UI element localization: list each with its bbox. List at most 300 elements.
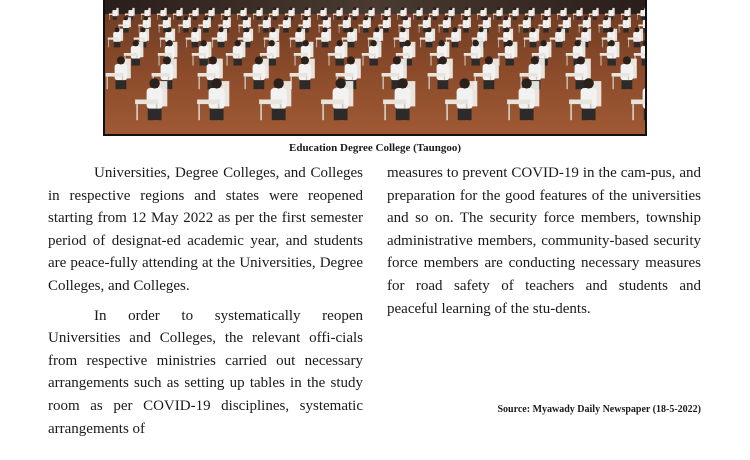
student-head (504, 16, 508, 20)
student (539, 46, 549, 59)
student (416, 10, 421, 16)
desk-leg (465, 56, 466, 66)
student-legs (417, 16, 421, 20)
student-head (453, 27, 458, 32)
student-head (141, 27, 146, 32)
student (603, 20, 609, 28)
desk-leg (107, 77, 108, 90)
desk (464, 53, 478, 56)
student (496, 10, 501, 16)
desk-leg (295, 56, 296, 66)
student-legs (343, 28, 348, 32)
student-head (129, 7, 132, 10)
desk (186, 38, 197, 40)
desk (336, 73, 354, 77)
desk (138, 25, 147, 27)
desk (634, 53, 645, 56)
desk-leg (160, 40, 161, 48)
desk (157, 14, 164, 15)
student (640, 10, 645, 16)
student-head (583, 78, 593, 88)
student (623, 20, 629, 28)
desk-leg (368, 40, 369, 48)
student-head (561, 7, 564, 10)
student-head (444, 16, 448, 20)
student (224, 10, 229, 16)
desk-leg (420, 40, 421, 48)
student-legs (200, 59, 208, 66)
desk (446, 38, 457, 40)
desk (328, 53, 342, 56)
student-head (545, 7, 548, 10)
student-legs (463, 28, 468, 32)
student (505, 46, 515, 59)
student (443, 20, 449, 28)
desk-leg (199, 77, 200, 90)
student-legs (370, 59, 378, 66)
student (233, 46, 243, 59)
desk (638, 25, 645, 27)
desk-leg (109, 15, 110, 20)
desk (317, 14, 324, 15)
desk (259, 100, 282, 105)
student (123, 20, 129, 28)
desk (285, 14, 292, 15)
desk (118, 25, 127, 27)
student-legs (116, 80, 127, 89)
student-head (384, 16, 388, 20)
desk (631, 100, 645, 105)
desk (428, 73, 446, 77)
student (143, 20, 149, 28)
student-head (513, 7, 516, 10)
desk-leg (499, 26, 500, 32)
desk (498, 38, 509, 40)
student (643, 88, 645, 109)
desk (618, 25, 627, 27)
student (575, 64, 588, 80)
student-head (369, 7, 372, 10)
student-head (164, 16, 168, 20)
student (191, 32, 199, 42)
desk (628, 38, 639, 40)
student-head (465, 7, 468, 10)
student-legs (577, 16, 581, 20)
desk-leg (519, 26, 520, 32)
student-legs (443, 28, 448, 32)
student (457, 88, 473, 109)
student-head (624, 16, 628, 20)
desk (612, 73, 630, 77)
student (391, 64, 404, 80)
desk-leg (301, 15, 302, 20)
student-legs (433, 16, 437, 20)
desk-leg (363, 56, 364, 66)
student (240, 10, 245, 16)
desk (573, 14, 580, 15)
student (131, 46, 141, 59)
student (503, 20, 509, 28)
student-head (149, 78, 159, 88)
desk (538, 25, 547, 27)
student (480, 10, 485, 16)
desk-leg (322, 104, 324, 120)
desk-leg (461, 15, 462, 20)
student (483, 64, 496, 80)
source-attribution: Source: Myawady Daily Newspaper (18-5-2022) (497, 404, 701, 415)
desk-leg (567, 77, 568, 90)
student-head (133, 40, 139, 46)
desk-leg (413, 15, 414, 20)
desk (290, 73, 308, 77)
desk (578, 25, 587, 27)
desk (498, 25, 507, 27)
student-legs (348, 42, 355, 48)
student-head (184, 16, 188, 20)
desk-leg (260, 104, 262, 120)
student-head (211, 78, 221, 88)
student-head (219, 27, 224, 32)
desk (383, 100, 406, 105)
article-column-right (387, 162, 701, 320)
student (183, 20, 189, 28)
student (471, 46, 481, 59)
desk-leg (221, 15, 222, 20)
student-legs (556, 42, 563, 48)
student-head (305, 7, 308, 10)
student (403, 20, 409, 28)
classroom-illustration (105, 0, 645, 136)
student (529, 64, 542, 80)
desk (524, 38, 535, 40)
student-head (404, 16, 408, 20)
student (352, 10, 357, 16)
desk (600, 53, 614, 56)
student (336, 10, 341, 16)
student-head (575, 40, 581, 46)
desk (318, 25, 327, 27)
student-head (439, 40, 445, 46)
student-legs (353, 16, 357, 20)
student-legs (193, 16, 197, 20)
student-head (623, 56, 631, 64)
student-head (117, 56, 125, 64)
desk (621, 14, 628, 15)
student-head (177, 7, 180, 10)
desk (550, 38, 561, 40)
desk-leg (108, 40, 109, 48)
student (333, 88, 349, 109)
student (323, 20, 329, 28)
classroom-photo (103, 0, 647, 136)
student (403, 46, 413, 59)
desk (430, 53, 444, 56)
desk-leg (227, 56, 228, 66)
student (203, 20, 209, 28)
student-head (245, 27, 250, 32)
desk-leg (567, 56, 568, 66)
student (147, 88, 163, 109)
student-head (401, 7, 404, 10)
paragraph-security-measures: measures to prevent COVID-19 in the cam-pus, and preparation for the good features of the universities and so on. The security force members, township administrative members, community-based security force members are conducting necessary measures for road safety of teachers and students and peaceful learning of the stu-dents. (387, 165, 701, 317)
desk (397, 14, 404, 15)
desk (106, 73, 124, 77)
student (608, 10, 613, 16)
student-head (577, 56, 585, 64)
desk-leg (245, 77, 246, 90)
student (321, 32, 329, 42)
desk-leg (397, 15, 398, 20)
desk (520, 73, 538, 77)
student-legs (523, 28, 528, 32)
student-head (193, 7, 196, 10)
student-head (201, 40, 207, 46)
desk-leg (359, 26, 360, 32)
student-legs (582, 109, 596, 121)
desk (238, 38, 249, 40)
student-head (385, 7, 388, 10)
student (477, 32, 485, 42)
desk-leg (329, 56, 330, 66)
desk (368, 38, 379, 40)
desk-leg (319, 26, 320, 32)
desk-leg (139, 26, 140, 32)
student-legs (603, 28, 608, 32)
desk (474, 73, 492, 77)
student (217, 32, 225, 42)
desk (253, 14, 260, 15)
student (207, 64, 220, 80)
desk-leg (399, 26, 400, 32)
student (163, 20, 169, 28)
desk (160, 38, 171, 40)
desk (382, 73, 400, 77)
desk (525, 14, 532, 15)
student-legs (634, 42, 641, 48)
student-head (531, 27, 536, 32)
desk-leg (317, 15, 318, 20)
student (295, 32, 303, 42)
desk (221, 14, 228, 15)
student-head (167, 27, 172, 32)
student-head (224, 16, 228, 20)
desk (189, 14, 196, 15)
desk (238, 25, 247, 27)
student (432, 10, 437, 16)
desk-leg (264, 40, 265, 48)
desk-leg (239, 26, 240, 32)
student (345, 64, 358, 80)
desk (598, 25, 607, 27)
student-head (145, 7, 148, 10)
student (115, 64, 128, 80)
desk-leg (613, 77, 614, 90)
student-legs (520, 109, 534, 121)
student-head (401, 27, 406, 32)
desk (237, 14, 244, 15)
student-head (115, 27, 120, 32)
desk (258, 25, 267, 27)
student-legs (644, 109, 645, 121)
desk (278, 25, 287, 27)
student (448, 10, 453, 16)
desk (532, 53, 546, 56)
student-legs (426, 42, 433, 48)
student (272, 10, 277, 16)
student-legs (472, 59, 480, 66)
student-legs (336, 59, 344, 66)
desk-leg (579, 26, 580, 32)
desk (338, 25, 347, 27)
desk (557, 14, 564, 15)
student-head (124, 16, 128, 20)
student-head (641, 7, 644, 10)
student-head (347, 56, 355, 64)
student-legs (530, 42, 537, 48)
desk-leg (339, 26, 340, 32)
desk (461, 14, 468, 15)
desk (173, 14, 180, 15)
desk (290, 38, 301, 40)
student-legs (210, 109, 224, 121)
student-head (364, 16, 368, 20)
student (581, 32, 589, 42)
desk-leg (383, 77, 384, 90)
desk-leg (157, 15, 158, 20)
student-head (544, 16, 548, 20)
student-head (264, 16, 268, 20)
desk (478, 25, 487, 27)
desk-leg (198, 104, 200, 120)
student-head (439, 56, 447, 64)
student (176, 10, 181, 16)
desk (576, 38, 587, 40)
desk (124, 53, 138, 56)
desk (365, 14, 372, 15)
student-head (209, 7, 212, 10)
student (437, 64, 450, 80)
desk-leg (333, 15, 334, 20)
student (113, 32, 121, 42)
desk (294, 53, 308, 56)
student-legs (396, 109, 410, 121)
student-head (321, 7, 324, 10)
student (512, 10, 517, 16)
student-head (193, 27, 198, 32)
student-legs (334, 109, 348, 121)
desk-leg (419, 26, 420, 32)
student (423, 20, 429, 28)
desk-leg (557, 15, 558, 20)
desk (198, 73, 216, 77)
desk (260, 53, 274, 56)
student (528, 10, 533, 16)
student-head (337, 7, 340, 10)
desk-leg (628, 40, 629, 48)
student (395, 88, 411, 109)
student (209, 88, 225, 109)
student-head (161, 7, 164, 10)
student (243, 20, 249, 28)
student-legs (132, 59, 140, 66)
desk-leg (477, 15, 478, 20)
paragraph-reopening: Universities, Degree Colleges, and Colleges in respective regions and states were reopened starting from 12 May 2022 as per the first semester period of designat-ed academic year, and students are peace-fully attending at the Universities, Degree Colleges, and Colleges. (48, 165, 363, 294)
student (369, 46, 379, 59)
student (271, 88, 287, 109)
desk (398, 25, 407, 27)
desk-leg (193, 56, 194, 66)
desk (152, 73, 170, 77)
student-legs (192, 42, 199, 48)
student (303, 20, 309, 28)
desk (445, 14, 452, 15)
student (304, 10, 309, 16)
desk (396, 53, 410, 56)
student-head (271, 27, 276, 32)
student-head (449, 7, 452, 10)
student (161, 64, 174, 80)
desk (134, 38, 145, 40)
student-head (335, 78, 345, 88)
student (384, 10, 389, 16)
student-head (273, 7, 276, 10)
student-legs (543, 28, 548, 32)
desk (264, 38, 275, 40)
student-legs (254, 80, 265, 89)
desk (158, 53, 172, 56)
desk (378, 25, 387, 27)
desk (158, 25, 167, 27)
student-head (529, 7, 532, 10)
desk (589, 14, 596, 15)
paragraph-arrangements: In order to systematically reopen Universities and Colleges, the relevant offi-cials from respective ministries carried out necessary arrangements such as setting up tables in the study room as per COVID-19 disciplines, systematic arrangements of (48, 307, 363, 437)
student (243, 32, 251, 42)
student-legs (643, 28, 645, 32)
student (267, 46, 277, 59)
desk-leg (212, 40, 213, 48)
student-head (371, 40, 377, 46)
student (641, 46, 645, 59)
desk (301, 14, 308, 15)
student-legs (337, 16, 341, 20)
student (263, 20, 269, 28)
student-legs (363, 28, 368, 32)
student-head (393, 56, 401, 64)
student-head (301, 56, 309, 64)
desk (342, 38, 353, 40)
desk-leg (602, 40, 603, 48)
desk (362, 53, 376, 56)
student-head (433, 7, 436, 10)
student-head (577, 7, 580, 10)
desk (269, 14, 276, 15)
desk (637, 14, 644, 15)
student-head (297, 27, 302, 32)
student-legs (177, 16, 181, 20)
student-legs (203, 28, 208, 32)
student (199, 46, 209, 59)
student-head (609, 40, 615, 46)
student-head (225, 7, 228, 10)
desk-leg (601, 56, 602, 66)
student-legs (273, 16, 277, 20)
desk (141, 14, 148, 15)
desk (458, 25, 467, 27)
student-head (241, 7, 244, 10)
student-head (584, 16, 588, 20)
student (144, 10, 149, 16)
desk (493, 14, 500, 15)
